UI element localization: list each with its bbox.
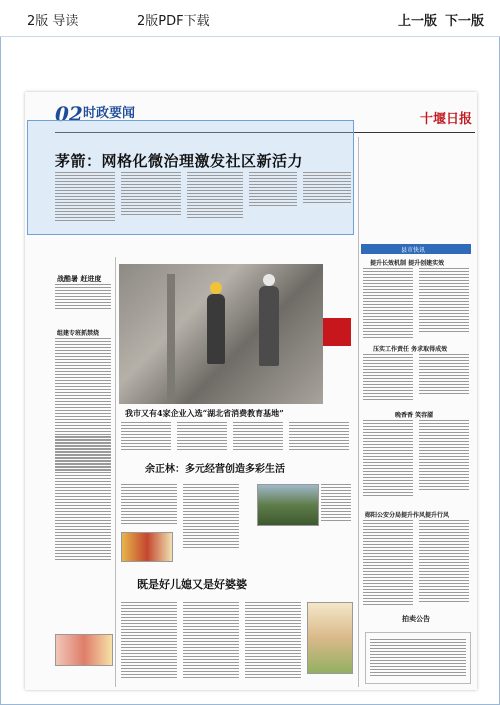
next-page-link[interactable]: 下一版 — [445, 14, 485, 29]
article-text-block — [370, 639, 466, 678]
column-divider — [358, 137, 359, 687]
previous-page-link[interactable]: 上一版 — [398, 14, 438, 29]
headline-good-daughter-in-law[interactable]: 既是好儿媳又是好婆婆 — [137, 578, 247, 591]
headline-consumer-base[interactable]: 我市又有4家企业入选“湖北省消费教育基地” — [125, 408, 284, 418]
article-text-block — [419, 420, 469, 492]
article-text-block — [363, 268, 413, 340]
left-column-headline[interactable]: 组建专班抓禁烧 — [57, 330, 100, 337]
edition-guide-link[interactable]: 2版 导读 — [27, 14, 79, 29]
worker-figure — [207, 294, 225, 364]
section-title: 时政要闻 — [83, 106, 136, 121]
sidebar-header — [361, 244, 471, 254]
article-text-block — [419, 268, 469, 334]
article-text-block — [121, 484, 177, 526]
article-text-block — [55, 284, 111, 311]
field-photo[interactable] — [257, 484, 319, 526]
pdf-download-link[interactable]: 2版PDF下载 — [137, 14, 210, 29]
construction-workers-photo[interactable] — [119, 264, 323, 404]
article-text-block — [187, 172, 243, 220]
auction-notice-box — [365, 632, 471, 684]
headline-yu-zhenglin[interactable]: 余正林：多元经营创造多彩生活 — [145, 464, 285, 475]
masthead-logo: 十堰日报 — [420, 112, 473, 127]
page-number: 02 — [55, 102, 83, 126]
article-text-block — [121, 602, 177, 680]
sidebar-headline[interactable]: 郧阳公安分局提升作风提升行风 — [365, 512, 450, 519]
navigation-toolbar — [0, 0, 500, 37]
article-text-block — [419, 354, 469, 396]
sidebar-header-label: 县市快讯 — [401, 247, 426, 254]
article-text-block — [233, 422, 283, 452]
sidebar-headline[interactable]: 提升长效机制 提升创建实效 — [370, 260, 445, 267]
farm-products-photo[interactable] — [121, 532, 173, 562]
article-text-block — [321, 484, 351, 523]
article-text-block — [363, 520, 413, 607]
main-headline[interactable]: 茅箭：网格化微治理激发社区新活力 — [55, 152, 304, 170]
article-text-block — [121, 172, 181, 217]
illustration-tree-photo[interactable] — [307, 602, 353, 674]
article-text-block — [177, 422, 227, 452]
sidebar-headline[interactable]: 压实工作责任 务求取得成效 — [373, 346, 448, 353]
left-column-headline[interactable]: 战酷暑 赶进度 — [57, 274, 102, 283]
article-text-block — [363, 354, 413, 402]
worker-figure — [259, 286, 279, 366]
article-text-block — [303, 172, 351, 205]
article-text-block — [55, 338, 111, 562]
article-text-block — [55, 172, 115, 223]
article-text-block — [183, 484, 239, 550]
article-text-block — [289, 422, 349, 452]
health-promo-image[interactable] — [55, 634, 113, 666]
article-text-block — [245, 602, 301, 680]
photo-pole — [167, 274, 175, 404]
newspaper-page — [25, 92, 477, 690]
article-text-block — [249, 172, 297, 208]
article-text-block — [363, 420, 413, 498]
auction-notice-title[interactable]: 拍卖公告 — [402, 614, 430, 623]
article-text-block — [121, 422, 171, 452]
article-text-block — [419, 520, 469, 604]
sidebar-headline[interactable]: 晚香香 笑容靥 — [395, 412, 434, 419]
article-text-block — [183, 602, 239, 680]
column-divider — [115, 257, 116, 687]
